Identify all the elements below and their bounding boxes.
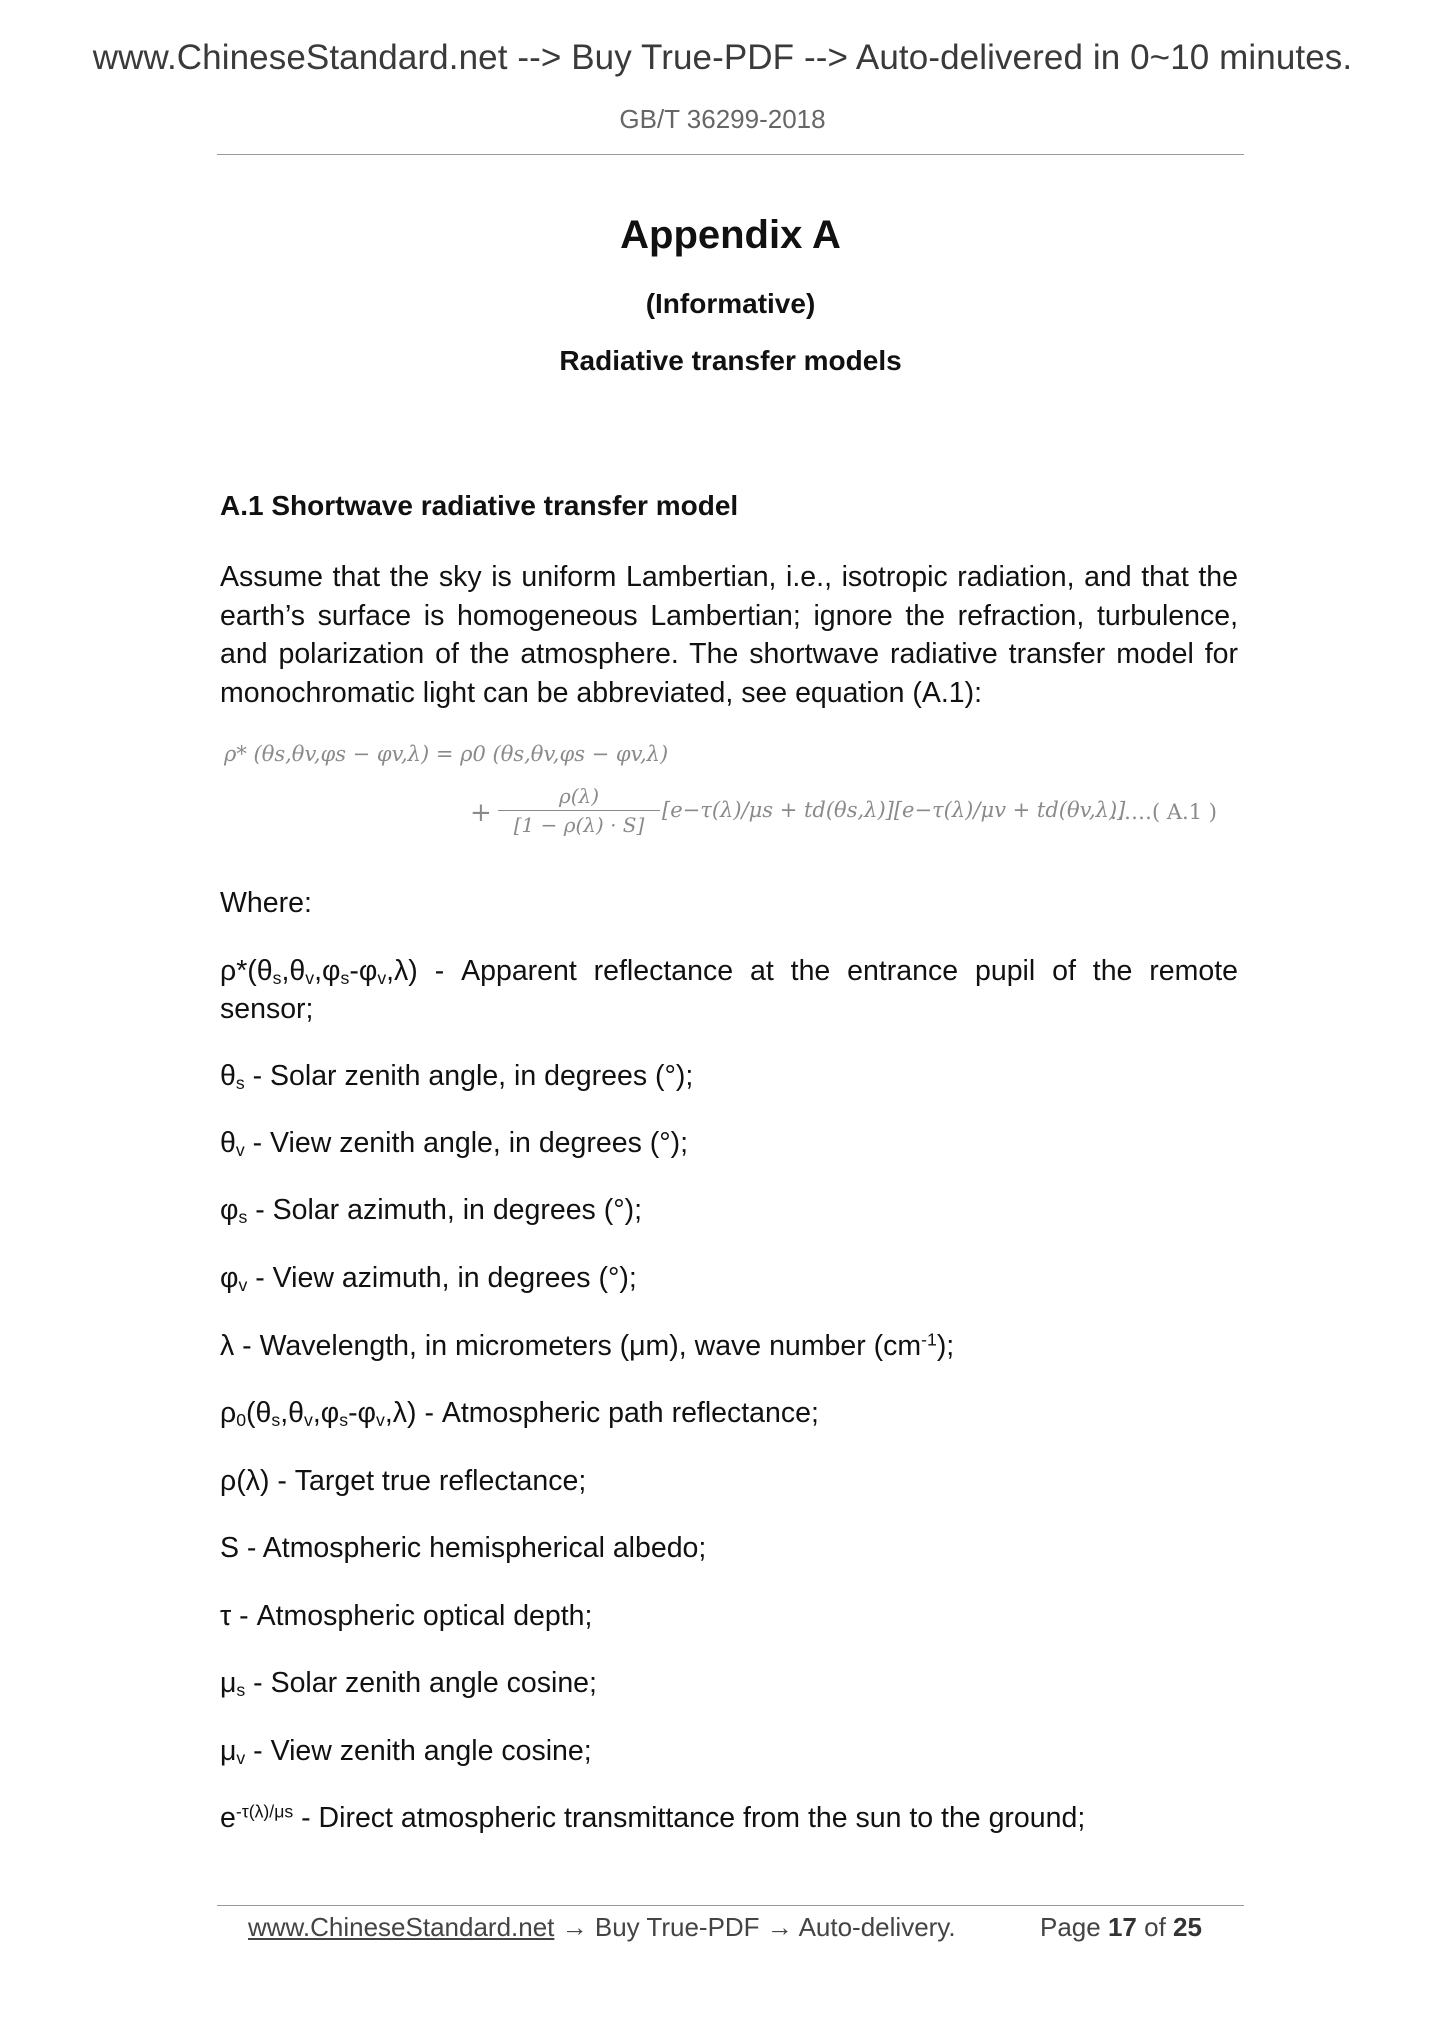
definition-mu-s: $\mu_s$ - Solar zenith angle cosine; [220,1667,597,1700]
page-indicator [1040,1912,1202,1943]
definition-text: - Direct atmospheric transmittance from the sun to the ground; [293,1802,1086,1834]
equation-fraction-bar [498,810,660,811]
header-divider [217,154,1244,155]
equation-plus: + [470,798,492,828]
footer-divider [217,1905,1244,1906]
definition-S: S - Atmospheric hemispherical albedo; [220,1532,707,1564]
definition-text: - Solar azimuth, in degrees (°); [247,1194,643,1226]
definition-tau: τ - Atmospheric optical depth; [220,1600,593,1632]
definition-exp: $e^{-\tau(\lambda)/\mu s}$ - Direct atmospheric transmittance from the sun to the ground; [220,1801,1086,1834]
standard-code: GB/T 36299-2018 [619,104,826,134]
definition-rho-star: $\rho*(\theta_s,\theta_v,\varphi_s-\varphi_v,\lambda)$ - Apparent reflectance at the entrance pupil of the remote sensor; [220,955,1238,1025]
footer-text: → Buy True-PDF → Auto-delivery. [554,1912,956,1942]
definition-text: - View azimuth, in degrees (°); [247,1262,637,1294]
top-banner: www.ChineseStandard.net --> Buy True-PDF --> Auto-delivered in 0~10 minutes. [92,38,1353,77]
definition-text: λ - Wavelength, in micrometers (μm), wave number (cm [220,1330,922,1362]
equation-denominator: [1 − ρ(λ) · S] [513,813,645,837]
definition-text: - Atmospheric path reflectance; [416,1397,819,1429]
definition-rho0: $\rho_0(\theta_s,\theta_v,\varphi_s-\varphi_v,\lambda)$ - Atmospheric path reflectance; [220,1397,819,1430]
footer-link[interactable]: www.ChineseStandard.net [248,1912,555,1942]
footer [248,1912,1202,1943]
definition-rho-lambda: ρ(λ) - Target true reflectance; [220,1465,587,1497]
equation-fraction [498,784,660,837]
definition-phi-s: $\varphi_s$ - Solar azimuth, in degrees (°); [220,1194,643,1227]
definition-theta-s: $\theta_s$ - Solar zenith angle, in degrees (°); [220,1060,694,1093]
section-heading: A.1 Shortwave radiative transfer model [220,490,739,521]
definition-text: - View zenith angle cosine; [245,1735,592,1767]
equation-label: ……( A.1 ) [1110,800,1217,824]
definition-text: - Solar zenith angle, in degrees (°); [244,1060,694,1092]
equation-transmittance-terms: [e−τ(λ)/μs + td(θs,λ)][e−τ(λ)/μv + td(θv,λ)] [662,798,1126,822]
appendix-heading: Radiative transfer models [559,345,902,376]
of-label: of [1144,1912,1166,1942]
page-total: 25 [1173,1912,1202,1942]
equation-a1 [220,738,1240,848]
definition-mu-v: $\mu_v$ - View zenith angle cosine; [220,1735,592,1768]
definition-text: - View zenith angle, in degrees (°); [244,1127,689,1159]
where-label: Where: [220,887,312,919]
appendix-subtitle: (Informative) [645,288,816,319]
page-current: 17 [1107,1912,1137,1942]
definition-lambda: λ - Wavelength, in micrometers (μm), wave number $(cm^{-1})$; [220,1329,955,1362]
equation-numerator: ρ(λ) [558,784,600,808]
definition-text: - Solar zenith angle cosine; [245,1667,597,1699]
page-label: Page [1040,1912,1101,1942]
definition-phi-v: $\varphi_v$ - View azimuth, in degrees (°); [220,1262,637,1295]
appendix-title: Appendix A [620,213,841,257]
equation-line-1: ρ* (θs,θv,φs − φv,λ) = ρ0 (θs,θv,φs − φv,λ) [224,742,669,766]
intro-paragraph: Assume that the sky is uniform Lambertian, i.e., isotropic radiation, and that the earth’s surface is homogeneous Lambertian; ignore the refraction, turbulence, and polarization of the atmosphere. The shortwave radiative transfer model for monochromatic light can be abbreviated, see equation (A.1): [220,561,1238,709]
definition-theta-v: $\theta_v$ - View zenith angle, in degrees (°); [220,1127,689,1160]
definition-text: - Apparent reflectance at the entrance pupil of the remote sensor; [220,955,1238,1025]
